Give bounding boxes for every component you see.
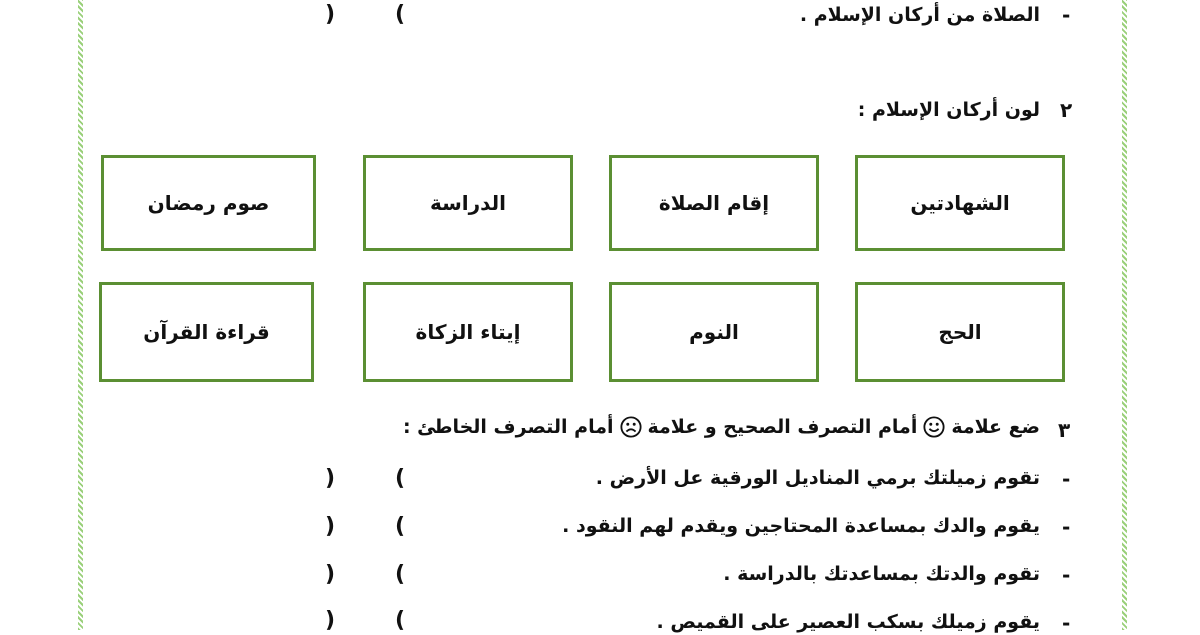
dash-marker: - <box>1062 3 1071 27</box>
answer-paren-open: ( <box>395 608 406 633</box>
answer-paren-close: ) <box>325 466 336 491</box>
pillar-box-label: الدراسة <box>429 191 507 215</box>
dash-marker: - <box>1062 515 1071 539</box>
pillar-box[interactable] <box>101 155 316 251</box>
dash-marker: - <box>1062 467 1071 491</box>
answer-paren-close: ) <box>325 514 336 539</box>
statement-text: الصلاة من أركان الإسلام . <box>799 4 1040 26</box>
pillar-box[interactable] <box>855 282 1065 382</box>
pillar-box-label: الشهادتين <box>910 191 1010 215</box>
answer-paren-close: ) <box>325 608 336 633</box>
page-border-left <box>78 0 83 630</box>
answer-paren-close: ) <box>325 2 336 27</box>
sad-icon <box>620 416 642 438</box>
statement-text: يقوم والدك بمساعدة المحتاجين ويقدم لهم النقود . <box>562 515 1040 537</box>
answer-paren-open: ( <box>395 466 406 491</box>
page-border-right <box>1122 0 1127 630</box>
pillar-box[interactable] <box>855 155 1065 251</box>
title-part: ضع علامة <box>951 416 1040 438</box>
pillar-box[interactable] <box>99 282 314 382</box>
pillar-box[interactable] <box>609 155 819 251</box>
pillar-box-label: صوم رمضان <box>147 191 270 215</box>
title-part: أمام التصرف الخاطئ : <box>402 416 614 438</box>
dash-marker: - <box>1062 611 1071 635</box>
question-number: ٢ <box>1060 98 1073 122</box>
statement-text: تقوم والدتك بمساعدتك بالدراسة . <box>723 563 1040 585</box>
answer-paren-open: ( <box>395 562 406 587</box>
question-number: ٣ <box>1058 418 1071 442</box>
pillar-box-label: إقام الصلاة <box>658 191 770 215</box>
pillar-box-label: قراءة القرآن <box>143 320 270 344</box>
pillar-box-label: النوم <box>689 320 739 344</box>
dash-marker: - <box>1062 563 1071 587</box>
statement-text: تقوم زميلتك برمي المناديل الورقية عل الأرض . <box>595 467 1040 489</box>
pillar-box-label: إيتاء الزكاة <box>415 320 521 344</box>
smile-icon <box>923 416 945 438</box>
question-title: لون أركان الإسلام : <box>857 99 1040 121</box>
pillar-box[interactable] <box>363 155 573 251</box>
answer-paren-close: ) <box>325 562 336 587</box>
statement-text: يقوم زميلك بسكب العصير على القميص . <box>656 611 1040 633</box>
pillar-box[interactable] <box>609 282 819 382</box>
answer-paren-open: ( <box>395 514 406 539</box>
answer-paren-open: ( <box>395 2 406 27</box>
title-part: أمام التصرف الصحيح و علامة <box>647 416 918 438</box>
question-title <box>403 416 1040 438</box>
pillar-box[interactable] <box>363 282 573 382</box>
pillar-box-label: الحج <box>938 320 982 344</box>
